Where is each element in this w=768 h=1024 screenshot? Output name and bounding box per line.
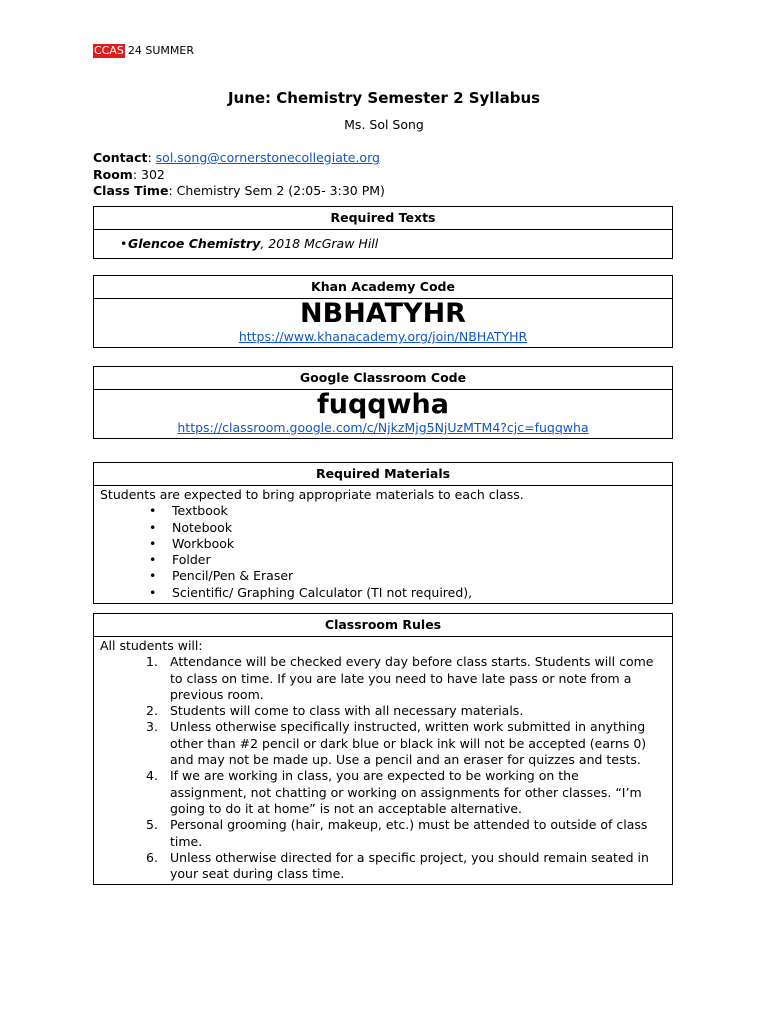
rule-number: 5.	[146, 817, 158, 833]
header-label: 24 SUMMER	[127, 44, 194, 57]
khan-academy-header: Khan Academy Code	[94, 276, 672, 299]
list-item: • Notebook	[100, 520, 666, 536]
required-materials-header: Required Materials	[94, 463, 672, 486]
rule-number: 3.	[146, 719, 158, 735]
required-texts-body	[94, 230, 672, 258]
rule-text: Attendance will be checked every day before class starts. Students will come to class on time. If you are late you need to have late pass or note from a previous room.	[170, 654, 654, 702]
google-classroom-box	[93, 366, 673, 439]
google-classroom-body	[94, 390, 672, 436]
materials-intro: Students are expected to bring appropriate materials to each class.	[100, 487, 524, 502]
list-item	[100, 703, 666, 719]
room-line	[93, 167, 385, 184]
list-item	[100, 850, 666, 883]
list-item	[100, 768, 666, 817]
room-value: : 302	[132, 166, 165, 182]
class-time-value: : Chemistry Sem 2 (2:05- 3:30 PM)	[168, 183, 385, 198]
list-item: • Textbook	[100, 503, 666, 519]
class-time-line	[93, 183, 385, 200]
contact-label: Contact	[93, 150, 148, 165]
list-item	[100, 817, 666, 850]
teacher-name: Ms. Sol Song	[344, 117, 424, 132]
contact-email-link[interactable]: sol.song@cornerstonecollegiate.org	[155, 150, 380, 165]
ccas-badge: CCAS	[94, 44, 124, 57]
required-materials-box	[93, 462, 673, 604]
materials-list	[100, 503, 666, 601]
contact-info	[93, 150, 385, 200]
khan-academy-body	[94, 299, 672, 345]
list-item: • Folder	[100, 552, 666, 568]
room-label: Room	[93, 166, 133, 182]
rule-text: If we are working in class, you are expected to be working on the assignment, not chatting or working on assignments for other classes. “I’m going to do it at home” is not an acceptable alternative.	[170, 768, 642, 816]
khan-academy-link[interactable]: https://www.khanacademy.org/join/NBHATYHR	[238, 329, 528, 344]
rule-text: Students will come to class with all necessary materials.	[170, 703, 524, 719]
list-item	[100, 719, 666, 768]
list-item: • Pencil/Pen & Eraser	[100, 568, 666, 584]
list-item: • Scientific/ Graphing Calculator (TI not required),	[100, 585, 666, 601]
rule-text: Personal grooming (hair, makeup, etc.) must be attended to outside of class time.	[170, 817, 648, 849]
required-texts-header: Required Texts	[94, 207, 672, 230]
page-title: June: Chemistry Semester 2 Syllabus	[227, 89, 541, 107]
rule-number: 1.	[146, 654, 158, 670]
classroom-rules-body	[94, 637, 672, 884]
book-publisher: , 2018 McGraw Hill	[260, 236, 379, 251]
khan-academy-code: NBHATYHR	[300, 298, 466, 329]
rules-intro: All students will:	[100, 638, 203, 653]
rule-number: 6.	[146, 849, 158, 865]
required-materials-body	[94, 486, 672, 603]
khan-academy-box	[93, 275, 673, 348]
google-classroom-header: Google Classroom Code	[94, 367, 672, 390]
list-item	[100, 654, 666, 703]
book-title: Glencoe Chemistry	[128, 236, 261, 251]
google-classroom-code: fuqqwha	[316, 389, 449, 420]
rule-text: Unless otherwise specifically instructed, written work submitted in anything other than #2 pencil or dark blue or black ink will not be accepted (earns 0) and may not be made up. Use a pencil and an eraser for quizzes and tests.	[170, 719, 647, 768]
classroom-rules-box	[93, 613, 673, 885]
class-time-label: Class Time	[93, 183, 169, 198]
rule-number: 2.	[146, 703, 158, 719]
required-texts-box	[93, 206, 673, 259]
contact-line: Contact: sol.song@cornerstonecollegiate.org	[93, 150, 380, 165]
rule-text: Unless otherwise directed for a specific project, you should remain seated in your seat during class time.	[170, 849, 649, 882]
list-item: • Workbook	[100, 536, 666, 552]
list-item	[94, 236, 672, 251]
classroom-rules-header: Classroom Rules	[94, 614, 672, 637]
rules-list	[100, 654, 666, 882]
google-classroom-link[interactable]: https://classroom.google.com/c/NjkzMjg5NjUzMTM4?cjc=fuqqwha	[177, 420, 589, 435]
page-header	[93, 44, 194, 58]
rule-number: 4.	[146, 768, 158, 784]
